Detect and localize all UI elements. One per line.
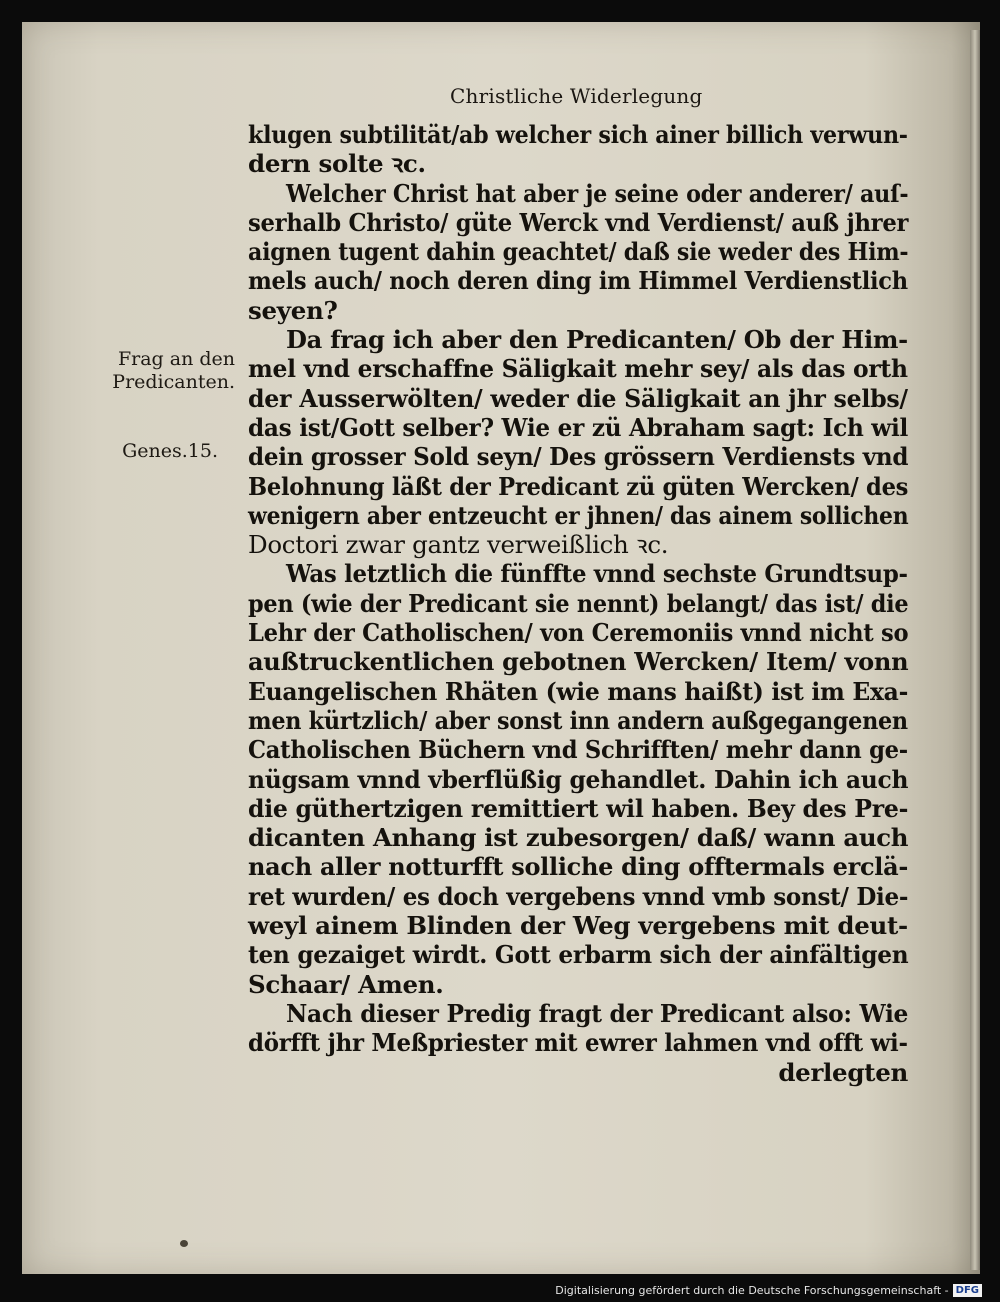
body-text [248,120,908,1087]
text-line: dein grosser Sold seyn/ Des grössern Verdiensts vnd [248,442,909,472]
text-line: weyl ainem Blinden der Weg vergebens mit deut- [248,911,908,941]
text-line: klugen subtilität/ab welcher sich ainer billich verwun- [248,120,908,149]
text-line: nügsam vnnd vberflüßig gehandlet. Dahin ich auch [248,764,909,794]
text-line: serhalb Christo/ güte Werck vnd Verdienst/ auß jhrer [248,207,909,237]
margin-note-line: Frag an den [117,348,235,370]
ink-speck [180,1240,188,1247]
running-head: Christliche Widerlegung [450,84,703,108]
text-line: der Ausserwölten/ weder die Säligkait an jhr selbs/ [248,383,908,413]
text-line: men kürtzlich/ aber sonst inn andern außgegangenen [248,705,908,735]
text-line: dicanten Anhang ist zubesorgen/ daß/ wann auch [248,823,909,853]
text-line: dörfft jhr Meßpriester mit ewrer lahmen vnd offt wi- [248,1028,908,1058]
text-line: Lehr der Catholischen/ von Ceremoniis vnnd nicht so [248,618,909,648]
text-line: Was letztlich die fünffte vnnd sechste Grundtsup- [286,559,908,589]
text-line: seyen? [248,295,338,325]
text-line: Belohnung läßt der Predicant zü güten Wercken/ des [248,471,909,501]
text-line: pen (wie der Predicant sie nennt) belangt/ das ist/ die [248,588,909,618]
text-line: nach aller notturfft solliche ding offtermals erclä- [248,852,909,882]
text-line: Nach dieser Predig fragt der Predicant also: Wie [286,998,909,1028]
text-line: die güthertzigen remittiert wil haben. Bey des Pre- [248,793,909,823]
margin-note-line: Predicanten. [112,371,235,393]
text-line: mel vnd erschaffne Säligkait mehr sey/ als das orth [248,354,908,384]
dfg-logo-icon: DFG [953,1284,982,1297]
margin-note-genesis: Genes.15. [122,440,218,462]
text-line: Welcher Christ hat aber je seine oder anderer/ auſ- [286,178,909,208]
text-line: außtruckentlichen gebotnen Wercken/ Item/ vonn [248,647,909,677]
footer-credit [555,1284,982,1297]
text-line: das ist/Gott selber? Wie er zü Abraham sagt: Ich wil [248,412,909,442]
text-line: aignen tugent dahin geachtet/ daß sie weder des Him- [248,237,909,267]
text-line: Da frag ich aber den Predicanten/ Ob der Him- [286,325,908,355]
catchword: derlegten [778,1057,908,1087]
text-line: dern solte ꝛc. [248,149,426,179]
text-line: Catholischen Büchern vnd Schrifften/ mehr dann ge- [248,735,908,765]
margin-note-frag [100,348,235,394]
text-line: ret wurden/ es doch vergebens vnnd vmb sonst/ Die- [248,881,909,911]
text-line: Schaar/ Amen. [248,969,444,999]
text-line: wenigern aber entzeucht er jhnen/ das ainem sollichen [248,500,909,530]
footer-text: Digitalisierung gefördert durch die Deutsche Forschungsgemeinschaft - [555,1284,949,1297]
page-edge [970,30,980,1270]
text-line: Euangelischen Rhäten (wie mans haißt) ist im Exa- [248,676,909,706]
text-line: Doctori zwar gantz verweißlich ꝛc. [248,530,669,560]
text-line: ten gezaiget wirdt. Gott erbarm sich der ainfältigen [248,940,909,970]
text-line: mels auch/ noch deren ding im Himmel Verdienstlich [248,266,908,296]
